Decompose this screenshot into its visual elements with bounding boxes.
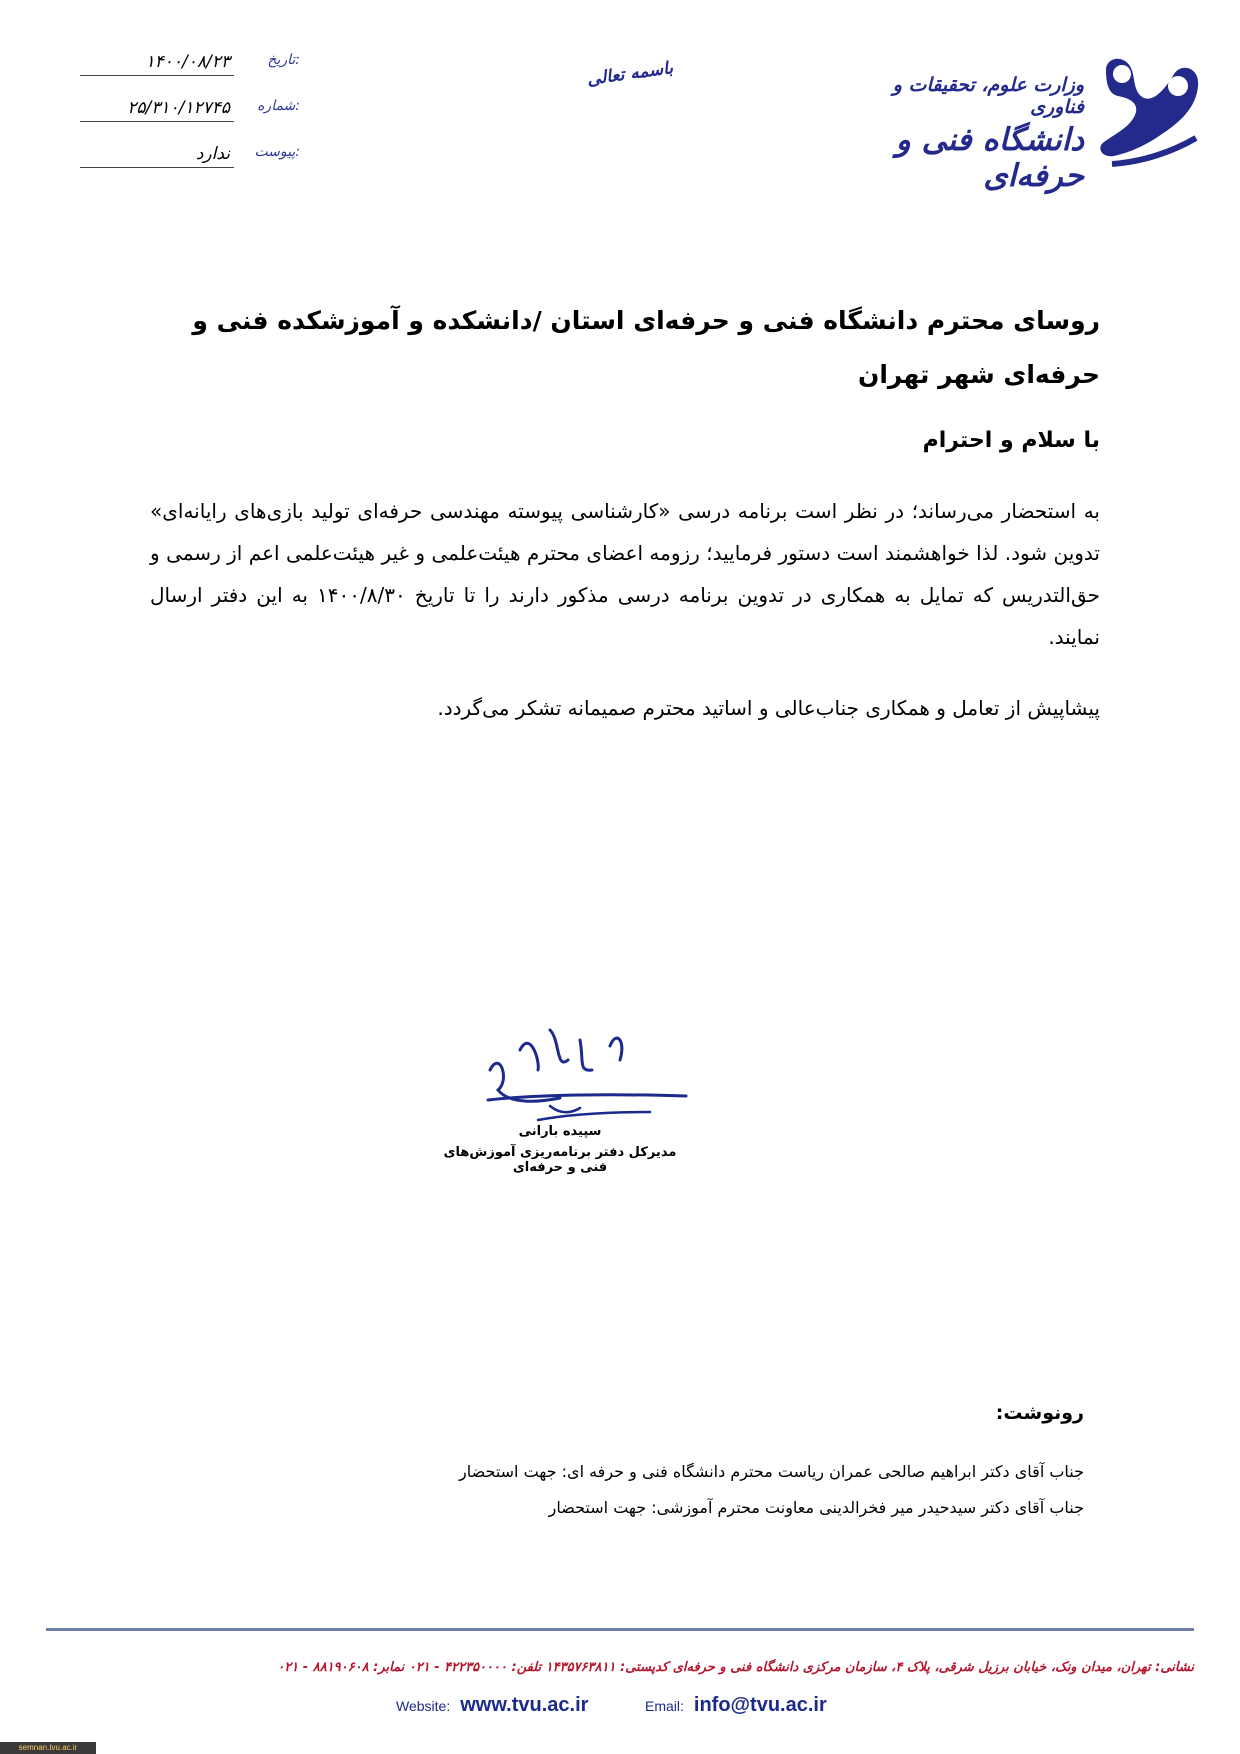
footer-divider — [46, 1628, 1194, 1631]
signer-block — [440, 1124, 680, 1175]
number-underline — [80, 121, 234, 122]
attachment-underline — [80, 167, 234, 168]
body-paragraph-2: پیشاپیش از تعامل و همکاری جناب‌عالی و اساتید محترم صمیمانه تشکر می‌گردد. — [437, 696, 1100, 720]
cc-heading: رونوشت: — [995, 1402, 1084, 1424]
cc-item: جناب آقای دکتر سیدحیدر میر فخرالدینی معاونت محترم آموزشی: جهت استحضار — [548, 1498, 1084, 1517]
ministry-name: وزارت علوم، تحقیقات و فناوری — [892, 74, 1084, 118]
footer-website — [396, 1694, 588, 1717]
addressee: روسای محترم دانشگاه فنی و حرفه‌ای استان /دانشکده و آموزشکده فنی و حرفه‌ای شهر تهران — [192, 306, 1100, 389]
organization-header — [834, 74, 1084, 194]
handwritten-signature — [480, 1010, 690, 1140]
university-name: دانشگاه فنی و حرفه‌ای — [895, 122, 1084, 194]
date-row — [80, 52, 300, 78]
footer-email — [645, 1694, 827, 1717]
attachment-label: پیوست: — [254, 144, 300, 160]
invocation-calligraphy: باسمه تعالی — [585, 58, 675, 90]
email-link[interactable]: info@tvu.ac.ir — [693, 1694, 827, 1716]
number-row — [80, 98, 300, 124]
footer-address: نشانی: تهران، میدان ونک، خیابان برزیل شرقی، پلاک ۴، سازمان مرکزی دانشگاه فنی و حرفه‌ای کدپستی: ۱۴۳۵۷۶۳۸۱۱ تلفن: ۴۲۲۳۵۰۰۰۰ - ۰۲۱ نمابر: ۸۸۱۹۰۶۰۸ - ۰۲۱ — [277, 1660, 1194, 1675]
email-label: Email: — [645, 1698, 684, 1714]
greeting: با سلام و احترام — [922, 428, 1100, 453]
date-value: ۱۴۰۰/۰۸/۲۳ — [145, 52, 230, 72]
body-paragraph-1: به استحضار می‌رساند؛ در نظر است برنامه درسی «کارشناسی پیوسته مهندسی حرفه‌ای تولید بازی‌های رایانه‌ای» تدوین شود. لذا خواهشمند است دستور فرمایید؛ رزومه اعضای محترم هیئت‌علمی و غیر هیئت‌علمی اعم از رسمی و حق‌التدریس که تمایل به همکاری در تدوین برنامه درسی مذکور دارند را تا تاریخ ۱۴۰۰/۸/۳۰ به این دفتر ارسال نمایند. — [150, 499, 1100, 649]
date-underline — [80, 75, 234, 76]
number-label: شماره: — [257, 98, 300, 114]
attachment-row — [80, 144, 300, 170]
university-logo — [1092, 52, 1202, 170]
cc-item: جناب آقای دکتر ابراهیم صالحی عمران ریاست محترم دانشگاه فنی و حرفه ای: جهت استحضار — [459, 1462, 1084, 1481]
signer-name: سپیده بارانی — [518, 1124, 602, 1139]
website-label: Website: — [396, 1698, 451, 1714]
website-link[interactable]: www.tvu.ac.ir — [460, 1694, 589, 1716]
attachment-value: ندارد — [195, 144, 230, 164]
source-badge: semnan.tvu.ac.ir — [0, 1742, 96, 1754]
number-value: ۲۵/۳۱۰/۱۲۷۴۵ — [127, 98, 230, 118]
date-label: تاریخ: — [267, 52, 300, 68]
signer-title: مدیرکل دفتر برنامه‌ریزی آموزش‌های فنی و حرفه‌ای — [443, 1145, 677, 1175]
